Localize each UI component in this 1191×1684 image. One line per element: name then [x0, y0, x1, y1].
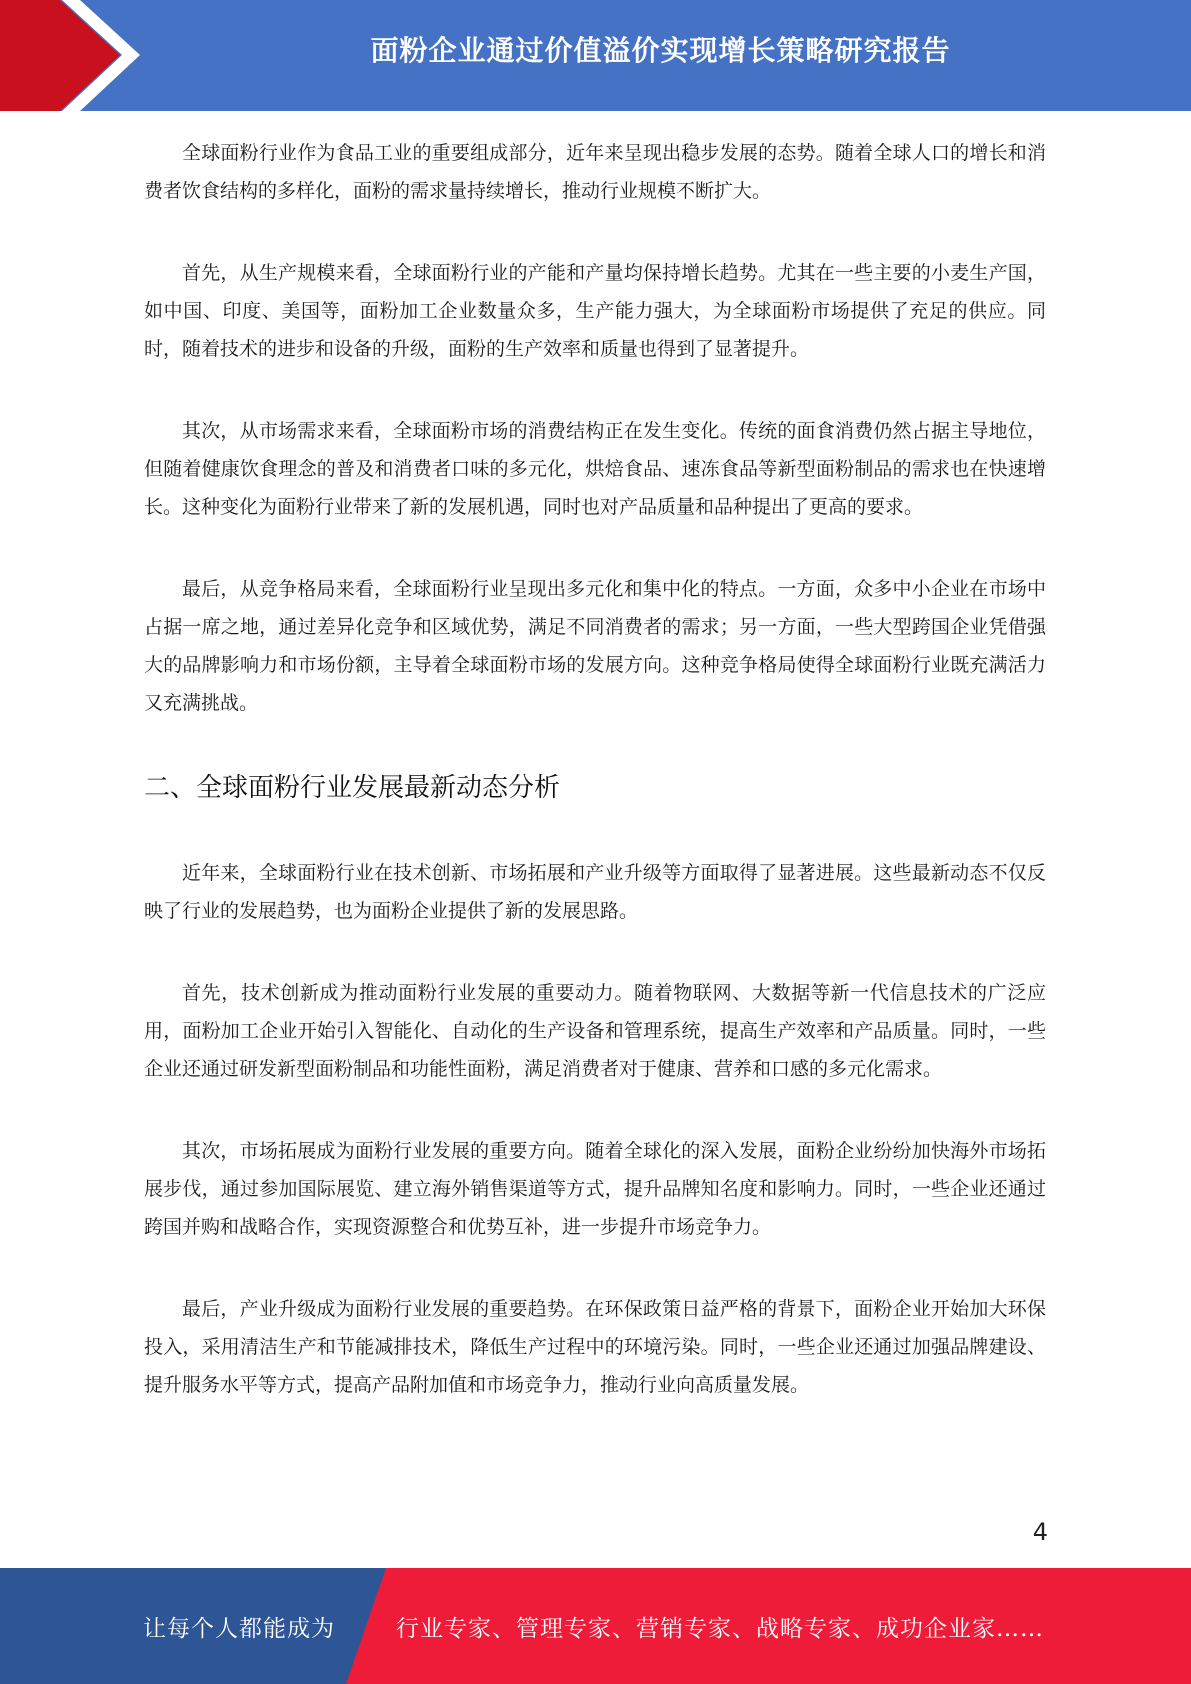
footer-slogan-left: 让每个人都能成为: [143, 1615, 335, 1642]
section-heading: 二、全球面粉行业发展最新动态分析: [144, 773, 561, 803]
body-paragraph: 首先，技术创新成为推动面粉行业发展的重要动力。随着物联网、大数据等新一代信息技术的广泛应用，面粉加工企业开始引入智能化、自动化的生产设备和管理系统，提高生产效率和产品质量。同时，一些企业还通过研发新型面粉制品和功能性面粉，满足消费者对于健康、营养和口感的多元化需求。: [144, 982, 1046, 1080]
body-paragraph: 全球面粉行业作为食品工业的重要组成部分，近年来呈现出稳步发展的态势。随着全球人口的增长和消费者饮食结构的多样化，面粉的需求量持续增长，推动行业规模不断扩大。: [144, 142, 1046, 202]
page-content: [144, 134, 1046, 1448]
report-title: 面粉企业通过价值溢价实现增长策略研究报告: [370, 34, 951, 67]
header-arrow-decoration: [0, 0, 160, 111]
body-paragraph: 近年来，全球面粉行业在技术创新、市场拓展和产业升级等方面取得了显著进展。这些最新动态不仅反映了行业的发展趋势，也为面粉企业提供了新的发展思路。: [144, 862, 1046, 922]
page-header: [0, 0, 1191, 111]
page-number: 4: [1032, 1518, 1048, 1546]
body-paragraph: 最后，产业升级成为面粉行业发展的重要趋势。在环保政策日益严格的背景下，面粉企业开始加大环保投入，采用清洁生产和节能减排技术，降低生产过程中的环境污染。同时，一些企业还通过加强品牌建设、提升服务水平等方式，提高产品附加值和市场竞争力，推动行业向高质量发展。: [144, 1298, 1046, 1396]
body-paragraph: 其次，市场拓展成为面粉行业发展的重要方向。随着全球化的深入发展，面粉企业纷纷加快海外市场拓展步伐，通过参加国际展览、建立海外销售渠道等方式，提升品牌知名度和影响力。同时，一些企业还通过跨国并购和战略合作，实现资源整合和优势互补，进一步提升市场竞争力。: [144, 1140, 1046, 1238]
body-paragraph: 其次，从市场需求来看，全球面粉市场的消费结构正在发生变化。传统的面食消费仍然占据主导地位，但随着健康饮食理念的普及和消费者口味的多元化，烘焙食品、速冻食品等新型面粉制品的需求也在快速增长。这种变化为面粉行业带来了新的发展机遇，同时也对产品质量和品种提出了更高的要求。: [144, 420, 1046, 518]
body-paragraph: 最后，从竞争格局来看，全球面粉行业呈现出多元化和集中化的特点。一方面，众多中小企业在市场中占据一席之地，通过差异化竞争和区域优势，满足不同消费者的需求；另一方面，一些大型跨国企业凭借强大的品牌影响力和市场份额，主导着全球面粉市场的发展方向。这种竞争格局使得全球面粉行业既充满活力又充满挑战。: [144, 578, 1046, 714]
body-paragraph: 首先，从生产规模来看，全球面粉行业的产能和产量均保持增长趋势。尤其在一些主要的小麦生产国，如中国、印度、美国等，面粉加工企业数量众多，生产能力强大，为全球面粉市场提供了充足的供应。同时，随着技术的进步和设备的升级，面粉的生产效率和质量也得到了显著提升。: [144, 262, 1046, 360]
footer-slogan-right: 行业专家、管理专家、营销专家、战略专家、成功企业家……: [396, 1615, 1044, 1642]
page-footer: [0, 1568, 1191, 1684]
